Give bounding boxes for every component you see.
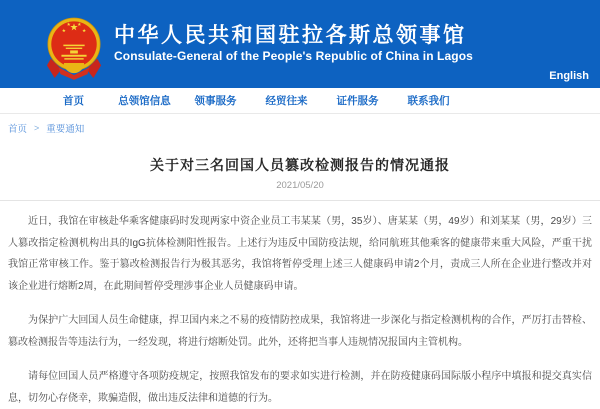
article-title: 关于对三名回国人员篡改检测报告的情况通报: [150, 159, 450, 174]
nav-item-home[interactable]: 首页: [63, 95, 84, 107]
site-title-en: Consulate-General of the People's Republic of China in Lagos: [114, 49, 473, 63]
breadcrumb-separator-icon: >: [34, 122, 40, 133]
nav-item-consulate-info[interactable]: 总领馆信息: [118, 95, 171, 107]
china-national-emblem-icon: [45, 13, 103, 83]
nav-item-document-services[interactable]: 证件服务: [336, 95, 379, 107]
english-language-link[interactable]: English: [549, 70, 589, 82]
article-paragraph-1: 近日，我馆在审核赴华乘客健康码时发现两家中资企业员工韦某某（男，35岁）、唐某某（男，49岁）和刘某某（男，29岁）三人篡改指定检测机构出具的IgG抗体检测阳性报告。上述行为违反中国防疫法规，给同航班其他乘客的健康带来重大风险，严重干扰我馆正常审核工作。鉴于篡改检测报告行为极其恶劣，我馆将暂停受理上述三人健康码申请2个月，责成三人所在企业进行整改并对该企业进行熔断2周，在此期间暂停受理涉事企业人员健康码申请。: [8, 216, 592, 292]
breadcrumb-home-link[interactable]: 首页: [8, 123, 28, 135]
nav-item-consular-services[interactable]: 领事服务: [194, 95, 237, 107]
site-banner: [0, 0, 600, 88]
nav-item-economic-trade[interactable]: 经贸往来: [265, 95, 308, 107]
breadcrumb-current-link[interactable]: 重要通知: [46, 123, 85, 135]
breadcrumb: [0, 114, 600, 141]
main-nav: [0, 88, 600, 114]
nav-item-contact-us[interactable]: 联系我们: [407, 95, 450, 107]
article-paragraph-3: 请每位回国人员严格遵守各项防疫规定，按照我馆发布的要求如实进行检测，并在防疫健康码国际版小程序中填报和提交真实信息，切勿心存侥幸，欺骗造假，做出违反法律和道德的行为。: [8, 371, 592, 404]
site-title-cn: 中华人民共和国驻拉各斯总领事馆: [114, 24, 467, 47]
article-date: 2021/05/20: [276, 180, 324, 191]
article-body: [0, 201, 600, 409]
article-paragraph-2: 为保护广大回国人员生命健康，捍卫国内来之不易的疫情防控成果，我馆将进一步深化与指定检测机构的合作，严厉打击替检、篡改检测报告等违法行为，一经发现，将进行熔断处罚。此外，还将把当事人违规情况报国内主管机构。: [8, 315, 592, 348]
article: [0, 155, 600, 409]
